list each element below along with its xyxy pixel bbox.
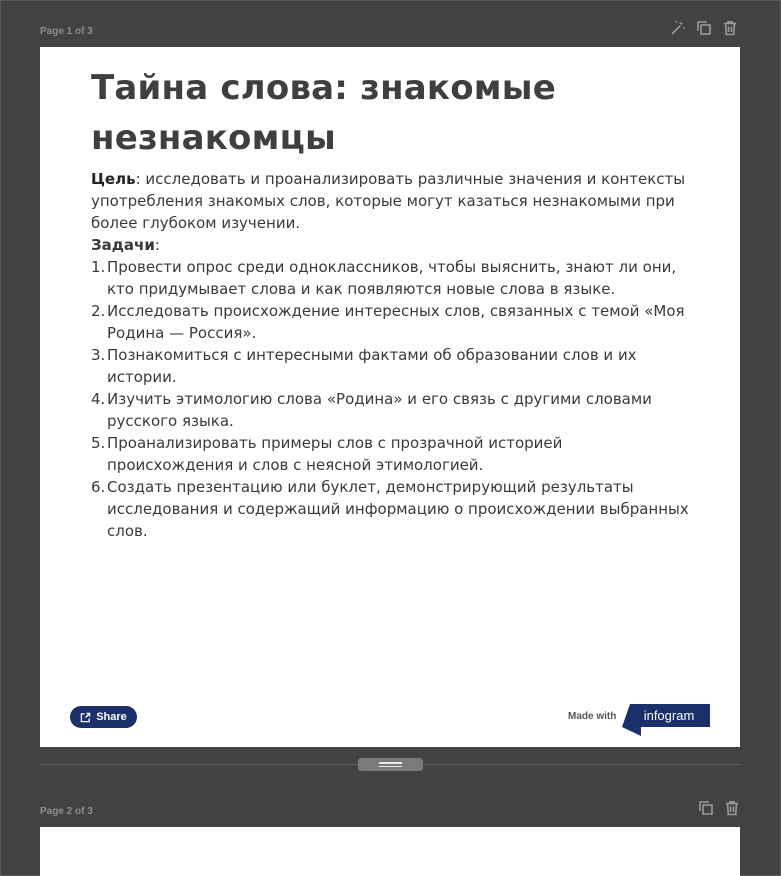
list-item (91, 388, 691, 432)
duplicate-page-1-icon[interactable] (695, 19, 713, 37)
document-content (91, 63, 691, 542)
page-2-label: Page 2 of 3 (40, 806, 93, 817)
share-button[interactable] (70, 706, 137, 728)
tasks-colon: : (154, 236, 160, 254)
list-item-number: 1. (91, 258, 106, 276)
list-item (91, 256, 691, 300)
list-item (91, 300, 691, 344)
magic-wand-icon[interactable] (669, 19, 687, 37)
trash-page-2-icon[interactable] (723, 799, 741, 817)
share-icon (80, 712, 91, 723)
title-line-2: незнакомцы (91, 118, 336, 158)
list-item-text: Исследовать происхождение интересных слов, связанных с темой «Моя Родина — Россия». (107, 302, 685, 342)
made-with-text: Made with (568, 711, 617, 722)
list-item-number: 5. (91, 434, 106, 452)
page-title (91, 63, 691, 163)
share-label: Share (96, 711, 127, 723)
goal-paragraph (91, 168, 691, 234)
title-line-1: Тайна слова: знакомые (91, 68, 556, 108)
list-item-number: 2. (91, 302, 106, 320)
page-resize-handle[interactable] (358, 758, 423, 771)
tasks-label: Задачи (91, 236, 155, 254)
list-item (91, 476, 691, 542)
infogram-logo-text: infogram (643, 708, 695, 723)
list-item-text: Проанализировать примеры слов с прозрачной историей происхождения и слов с неясной этимологией. (107, 434, 563, 474)
tasks-heading (91, 234, 691, 256)
infogram-logo[interactable] (622, 704, 710, 736)
page-2-canvas[interactable] (40, 827, 740, 876)
list-item (91, 432, 691, 476)
page-1-label: Page 1 of 3 (40, 26, 93, 37)
list-item-text: Изучить этимологию слова «Родина» и его связь с другими словами русского языка. (107, 390, 652, 430)
goal-text: : исследовать и проанализировать различные значения и контексты употребления знакомых слов, которые могут казаться незнакомыми при более глубоком изучении. (91, 170, 686, 232)
page-1-toolbar (669, 19, 739, 37)
list-item-text: Провести опрос среди одноклассников, чтобы выяснить, знают ли они, кто придумывает слова и как появляются новые слова в языке. (107, 258, 677, 298)
goal-label: Цель (91, 170, 136, 188)
trash-page-1-icon[interactable] (721, 19, 739, 37)
page-1-canvas[interactable] (40, 47, 740, 747)
page-2-toolbar (697, 799, 741, 817)
list-item-number: 3. (91, 346, 106, 364)
list-item-number: 6. (91, 478, 106, 496)
list-item-text: Познакомиться с интересными фактами об образовании слов и их истории. (107, 346, 637, 386)
list-item-text: Создать презентацию или буклет, демонстрирующий результаты исследования и содержащий информацию о происхождении выбранных слов. (107, 478, 689, 540)
list-item-number: 4. (91, 390, 106, 408)
tasks-list (91, 256, 691, 542)
list-item (91, 344, 691, 388)
duplicate-page-2-icon[interactable] (697, 799, 715, 817)
